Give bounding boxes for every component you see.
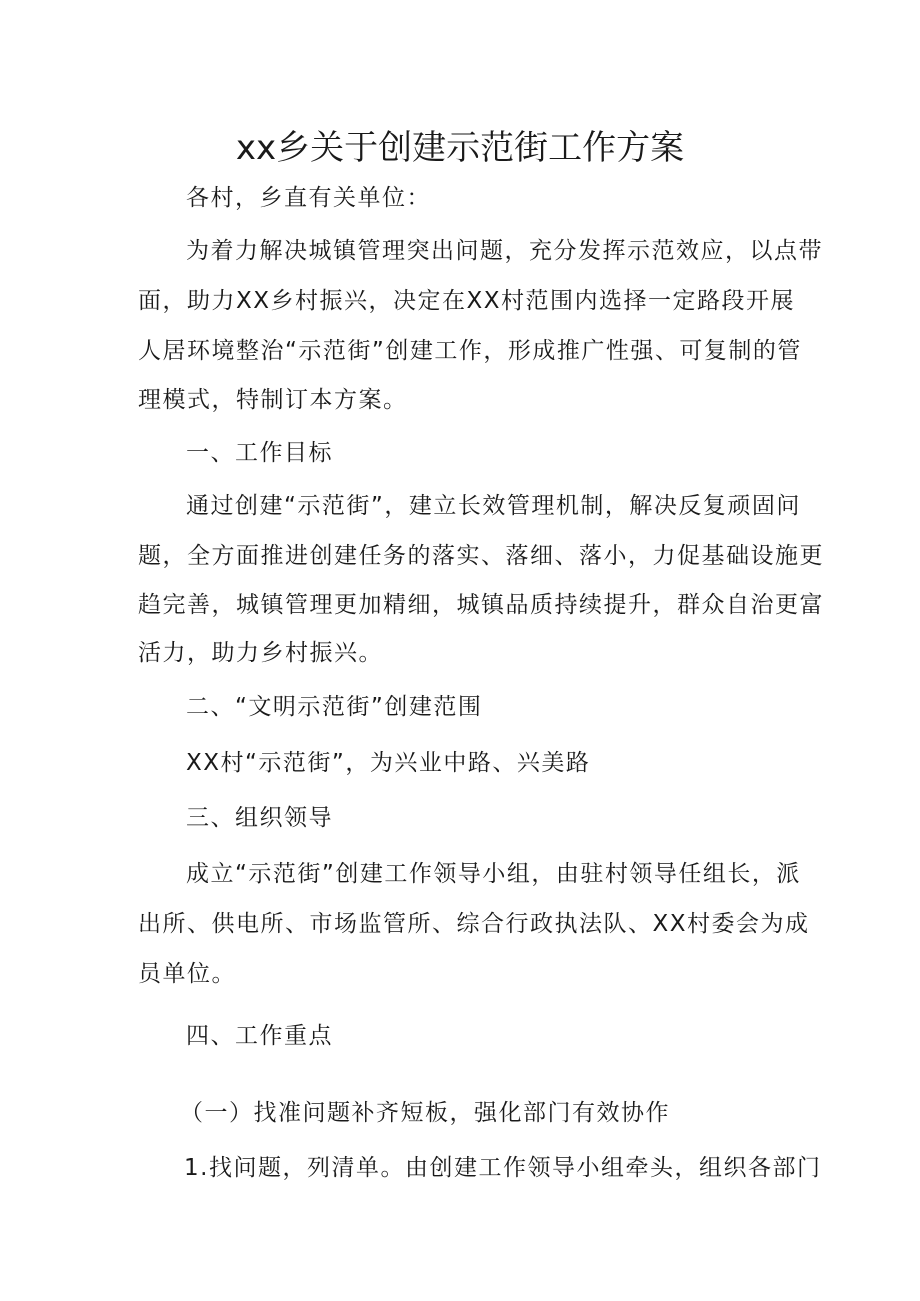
section2-body: XX村“示范街”，为兴业中路、兴美路 <box>186 750 591 776</box>
section1-line-2: 题，全方面推进创建任务的落实、落细、落小，力促基础设施更 <box>138 543 824 569</box>
item1-line: 1.找问题，列清单。由创建工作领导小组牵头，组织各部门 <box>184 1155 822 1181</box>
intro-line-1: 为着力解决城镇管理突出问题，充分发挥示范效应，以点带 <box>186 238 823 264</box>
salutation: 各村，乡直有关单位： <box>186 185 431 211</box>
section2-heading: 二、“文明示范街”创建范围 <box>186 694 483 720</box>
intro-line-2: 面，助力XX乡村振兴，决定在XX村范围内选择一定路段开展 <box>138 288 796 314</box>
intro-line-4: 理模式，特制订本方案。 <box>138 387 408 413</box>
section3-line-1: 成立“示范街”创建工作领导小组，由驻村领导任组长，派 <box>186 861 801 887</box>
section3-line-3: 员单位。 <box>138 961 236 987</box>
section1-line-3: 趋完善，城镇管理更加精细，城镇品质持续提升，群众自治更富 <box>138 592 824 618</box>
section3-heading: 三、组织领导 <box>186 805 333 831</box>
section1-line-1: 通过创建“示范街”，建立长效管理机制，解决反复顽固问 <box>186 493 801 519</box>
document-title: xx乡关于创建示范街工作方案 <box>235 128 685 168</box>
section4-heading: 四、工作重点 <box>186 1023 333 1049</box>
section1-line-4: 活力，助力乡村振兴。 <box>138 640 383 666</box>
section3-line-2: 出所、供电所、市场监管所、综合行政执法队、XX村委会为成 <box>138 911 810 937</box>
subsection1-heading: （一）找准问题补齐短板，强化部门有效协作 <box>180 1100 670 1126</box>
section1-heading: 一、工作目标 <box>186 440 333 466</box>
intro-line-3: 人居环境整治“示范街”创建工作，形成推广性强、可复制的管 <box>138 338 802 364</box>
